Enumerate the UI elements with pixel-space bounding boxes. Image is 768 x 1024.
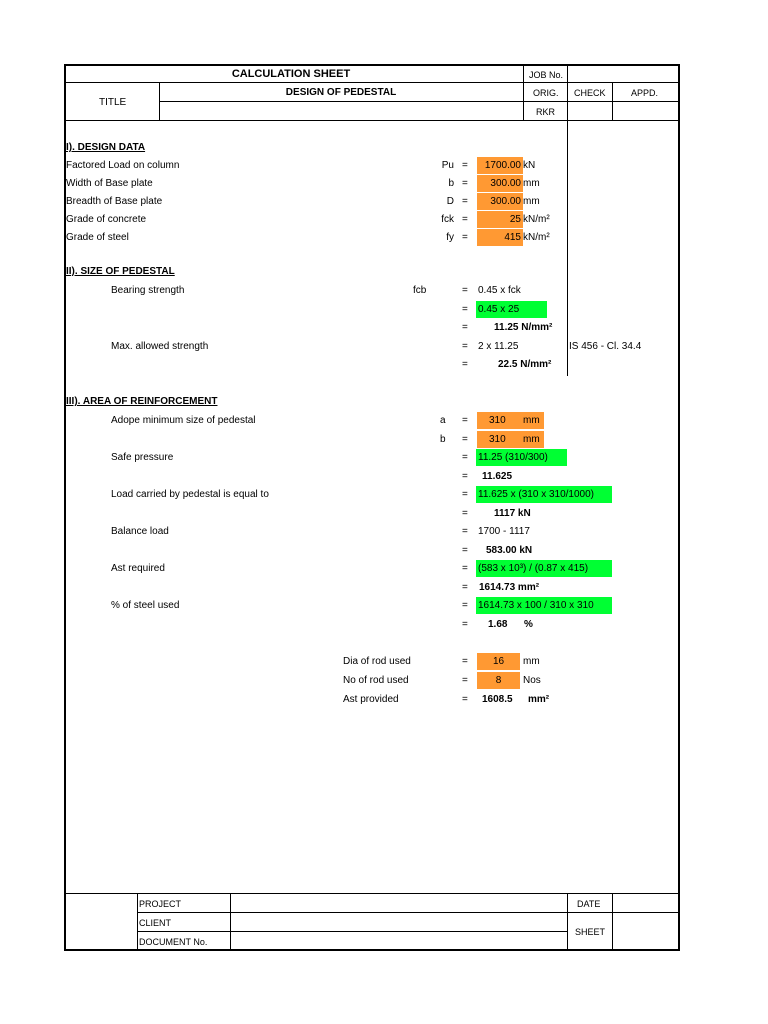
no-rod-unit: Nos [523,675,541,686]
equals: = [462,304,468,315]
row-unit: kN [523,160,536,171]
adopt-label: Adope minimum size of pedestal [111,415,256,426]
row-symbol: fck [441,214,454,225]
row-label: Breadth of Base plate [66,196,163,207]
a-unit: mm [523,415,540,426]
row-label: Width of Base plate [66,178,153,189]
equals: = [462,359,468,370]
load-carried-label: Load carried by pedestal is equal to [111,489,269,500]
ast-required-label: Ast required [111,563,165,574]
b-value: 300.00 [477,175,523,192]
equals: = [462,285,468,296]
job-no-label: JOB No. [529,70,564,80]
ast-provided-unit: mm² [528,694,550,705]
b-unit: mm [523,434,540,445]
balance-result: 583.00 kN [486,545,533,556]
safe-formula: 11.25 (310/300) [476,449,567,466]
max-result: 22.5 N/mm² [498,359,552,370]
dia-rod-unit: mm [523,656,540,667]
check-label: CHECK [574,88,606,98]
a-value-cell [477,412,544,429]
row-symbol: fy [446,232,454,243]
row-symbol: b [448,178,454,189]
safe-result: 11.625 [482,471,513,482]
bearing-sub: 0.45 x 25 [476,301,547,318]
equals: = [462,434,468,445]
max-formula: 2 x 11.25 [478,341,519,352]
rkr-label: RKR [536,107,556,117]
row-label: Grade of concrete [66,214,147,225]
row-label: Factored Load on column [66,160,180,171]
row-equals: = [462,196,468,207]
equals: = [462,489,468,500]
ast-formula: (583 x 10³) / (0.87 x 415) [476,560,612,577]
size-heading: II). SIZE OF PEDESTAL [66,266,175,277]
row-unit: mm [523,196,540,207]
pct-formula: 1614.73 x 100 / 310 x 310 [476,597,612,614]
project-label: PROJECT [139,899,182,909]
orig-label: ORIG. [533,88,559,98]
bearing-label: Bearing strength [111,285,185,296]
row-equals: = [462,214,468,225]
design-title: DESIGN OF PEDESTAL [285,87,397,98]
equals: = [462,322,468,333]
row-label: Grade of steel [66,232,129,243]
d-value: 300.00 [477,193,523,210]
dia-rod-value: 16 [477,653,520,670]
calc-sheet-title: CALCULATION SHEET [231,68,351,80]
no-rod-label: No of rod used [343,675,409,686]
title-label: TITLE [99,97,127,108]
equals: = [462,694,468,705]
equals: = [462,619,468,630]
row-unit: kN/m² [523,232,550,243]
appd-label: APPD. [631,88,659,98]
equals: = [462,545,468,556]
a-symbol: a [440,415,446,426]
a-value: 310 [489,415,506,426]
row-symbol: Pu [441,160,454,171]
b-value-cell [477,431,544,448]
equals: = [462,508,468,519]
client-label: CLIENT [139,918,172,928]
equals: = [462,341,468,352]
safe-pressure-label: Safe pressure [111,452,174,463]
dia-rod-label: Dia of rod used [343,656,411,667]
equals: = [462,656,468,667]
pu-value: 1700.00 [477,157,523,174]
row-equals: = [462,160,468,171]
pct-steel-label: % of steel used [111,600,180,611]
load-result: 1117 kN [494,508,531,519]
equals: = [462,582,468,593]
equals: = [462,675,468,686]
sheet-label: SHEET [575,927,606,937]
row-unit: mm [523,178,540,189]
load-formula: 11.625 x (310 x 310/1000) [476,486,612,503]
design-data-heading: I). DESIGN DATA [66,142,146,153]
row-equals: = [462,232,468,243]
reinf-heading: III). AREA OF REINFORCEMENT [66,396,218,407]
document-no-label: DOCUMENT No. [139,937,208,947]
equals: = [462,471,468,482]
bearing-result: 11.25 N/mm² [494,322,553,333]
fck-value: 25 [477,211,523,228]
ast-provided-value: 1608.5 [482,694,513,705]
ast-result: 1614.73 mm² [479,582,540,593]
b-value: 310 [489,434,506,445]
equals: = [462,563,468,574]
ast-provided-label: Ast provided [343,694,399,705]
equals: = [462,526,468,537]
equals: = [462,415,468,426]
balance-formula: 1700 - 1117 [478,526,530,537]
fcb-symbol: fcb [413,285,427,296]
code-reference: IS 456 - Cl. 34.4 [569,341,642,352]
pct-unit: % [524,619,533,630]
max-strength-label: Max. allowed strength [111,341,209,352]
pct-result: 1.68 [488,619,508,630]
equals: = [462,600,468,611]
equals: = [462,452,468,463]
fy-value: 415 [477,229,523,246]
row-symbol: D [446,196,454,207]
row-unit: kN/m² [523,214,550,225]
balance-label: Balance load [111,526,169,537]
row-equals: = [462,178,468,189]
b-symbol: b [440,434,446,445]
bearing-formula: 0.45 x fck [478,285,521,296]
no-rod-value: 8 [477,672,520,689]
date-label: DATE [577,899,601,909]
